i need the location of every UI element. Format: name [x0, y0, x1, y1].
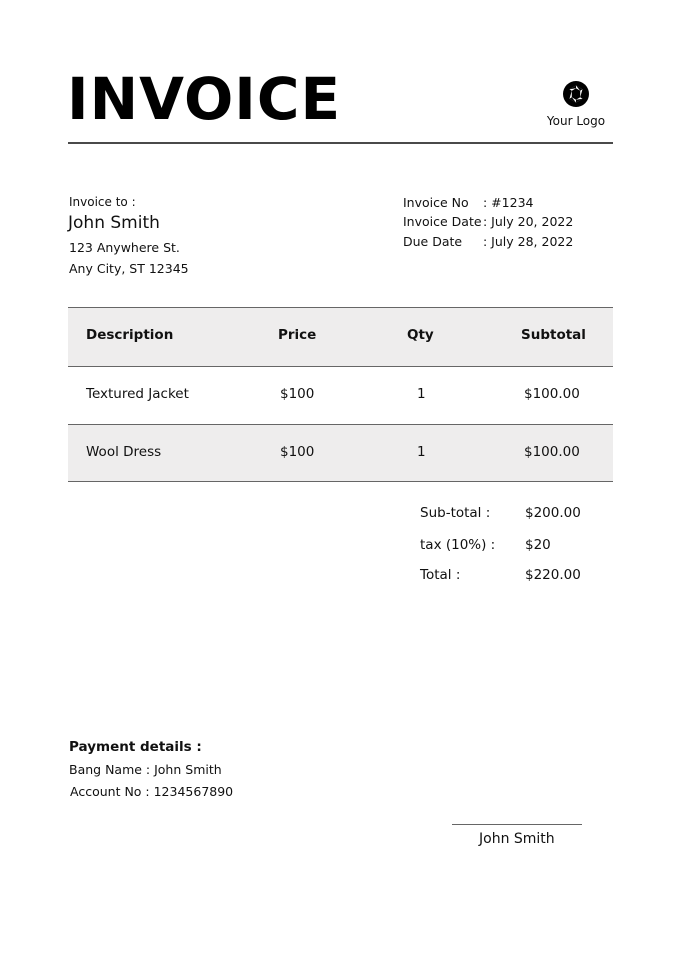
signature-name: John Smith: [479, 831, 555, 847]
column-header-price: Price: [278, 327, 317, 343]
invoice-date-label: Invoice Date: [403, 214, 482, 229]
total-value: $220.00: [525, 567, 581, 583]
payment-details-title: Payment details :: [69, 739, 202, 755]
column-header-qty: Qty: [407, 327, 434, 343]
payment-bank-name: Bang Name : John Smith: [69, 762, 222, 777]
column-header-description: Description: [86, 327, 174, 343]
bill-to-address-line-1: 123 Anywhere St.: [69, 240, 180, 255]
invoice-title: INVOICE: [67, 65, 342, 133]
due-date-value: : July 28, 2022: [483, 234, 574, 249]
signature-line: [452, 824, 582, 825]
row-2-qty: 1: [417, 444, 426, 460]
row-1-price: $100: [280, 386, 315, 402]
row-2-price: $100: [280, 444, 315, 460]
subtotal-label: Sub-total :: [420, 505, 491, 521]
row-1-description: Textured Jacket: [86, 386, 189, 402]
row-1-qty: 1: [417, 386, 426, 402]
bill-to-label: Invoice to :: [69, 195, 136, 209]
subtotal-value: $200.00: [525, 505, 581, 521]
logo: [540, 80, 612, 128]
column-header-subtotal: Subtotal: [521, 327, 586, 343]
tax-value: $20: [525, 537, 551, 553]
total-label: Total :: [420, 567, 461, 583]
invoice-date-value: : July 20, 2022: [483, 214, 574, 229]
aperture-logo-icon: [562, 80, 590, 108]
table-divider: [68, 366, 613, 367]
row-2-description: Wool Dress: [86, 444, 162, 460]
logo-text: Your Logo: [546, 114, 606, 128]
bill-to-name: John Smith: [68, 213, 160, 233]
header-divider: [68, 142, 613, 144]
due-date-label: Due Date: [403, 234, 463, 249]
invoice-no-label: Invoice No: [403, 195, 469, 210]
table-bottom-line: [68, 481, 613, 482]
row-2-subtotal: $100.00: [524, 444, 580, 460]
bill-to-address-line-2: Any City, ST 12345: [69, 261, 189, 276]
payment-account-number: Account No : 1234567890: [70, 784, 234, 799]
invoice-no-value: : #1234: [483, 195, 534, 210]
row-1-subtotal: $100.00: [524, 386, 580, 402]
tax-label: tax (10%) :: [420, 537, 496, 553]
